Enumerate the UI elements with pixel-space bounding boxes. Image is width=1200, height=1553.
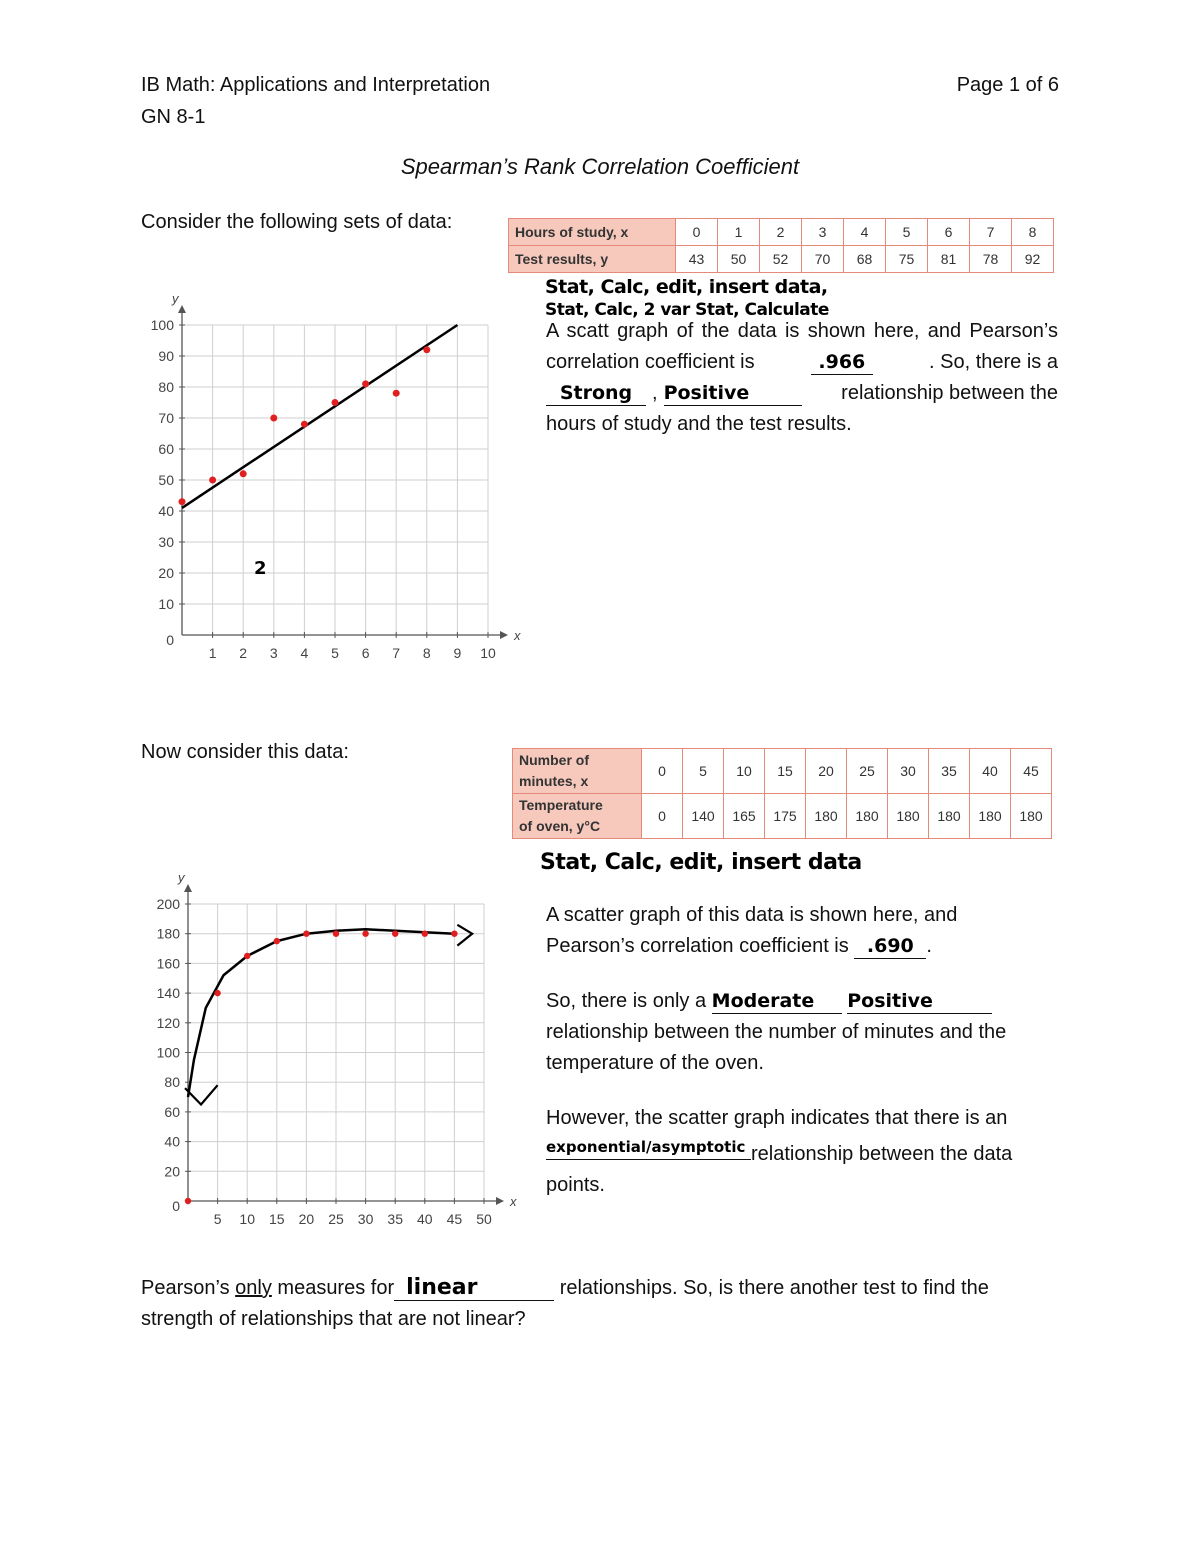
paragraph-line: [546, 986, 1061, 1017]
data-point: [451, 931, 457, 937]
x-tick-label: 35: [387, 1211, 403, 1227]
y-tick-label: 70: [158, 410, 174, 426]
table-cell: 3: [802, 219, 844, 246]
data-point: [209, 477, 216, 484]
answer-blank: [712, 989, 842, 1014]
table-cell: 5: [683, 749, 724, 794]
data-point: [214, 990, 220, 996]
table-cell: 180: [847, 794, 888, 839]
table-cell: 8: [1012, 219, 1054, 246]
table-row-label: Hours of study, x: [509, 219, 676, 246]
paragraph-line: [546, 931, 1061, 962]
x-tick-label: 7: [392, 645, 401, 661]
handwritten-note: Stat, Calc, edit, insert data,: [545, 276, 828, 298]
y-tick-label: 160: [156, 955, 180, 972]
data-point: [274, 938, 280, 944]
paragraph-text: Pearson’s: [141, 1277, 230, 1299]
paragraph-text: .: [926, 935, 932, 957]
handwritten-answer: Positive: [847, 990, 933, 1012]
y-tick-label: 100: [156, 1044, 180, 1061]
x-tick-label: 30: [357, 1211, 374, 1227]
paragraph-text: relationship between the data: [751, 1143, 1013, 1165]
oven-data-table: [512, 748, 1052, 839]
y-tick-label: 90: [158, 348, 174, 364]
paragraph-text: Pearson’s correlation coefficient is: [546, 935, 849, 957]
table-cell: 180: [1011, 794, 1052, 839]
table-cell: 5: [886, 219, 928, 246]
x-tick-label: 15: [269, 1211, 285, 1227]
label-line: Temperature: [519, 797, 603, 813]
x-tick-label: 8: [422, 645, 431, 661]
paragraph-text: . So, there is a: [929, 351, 1058, 373]
y-tick-label: 120: [156, 1014, 180, 1031]
course-title: IB Math: Applications and Interpretation: [141, 74, 491, 96]
table-cell: 78: [970, 246, 1012, 273]
handwritten-note: Stat, Calc, edit, insert data: [540, 850, 862, 875]
table-cell: 2: [760, 219, 802, 246]
paragraph-text: So, there is only a: [546, 990, 707, 1012]
table-cell: 43: [676, 246, 718, 273]
data-point: [244, 953, 250, 959]
table-cell: 175: [765, 794, 806, 839]
table-cell: 6: [928, 219, 970, 246]
y-tick-label: 10: [158, 596, 174, 612]
handwritten-mark: 2: [254, 558, 267, 579]
data-point: [393, 390, 400, 397]
handwritten-answer: Moderate: [711, 990, 815, 1012]
handwritten-answer: linear: [406, 1275, 478, 1300]
table-cell: 0: [676, 219, 718, 246]
x-tick-label: 20: [298, 1211, 315, 1227]
table-cell: 35: [929, 749, 970, 794]
table-cell: 20: [806, 749, 847, 794]
table-row-label: [513, 749, 642, 794]
table-cell: 180: [806, 794, 847, 839]
data-point: [240, 470, 247, 477]
paragraph-text: measures for: [277, 1277, 395, 1299]
oven-scatter-chart: [140, 872, 520, 1242]
paragraph-text: ,: [652, 382, 658, 404]
y-axis-arrow: [184, 884, 192, 892]
paragraph-line: [546, 378, 1058, 409]
table-cell: 180: [888, 794, 929, 839]
answer-blank: [847, 989, 992, 1014]
x-tick-label: 5: [213, 1211, 222, 1227]
curve-arrowhead: [457, 925, 472, 946]
y-tick-label: 40: [164, 1133, 180, 1150]
y-axis-arrow: [178, 305, 186, 313]
section2-paragraph: [546, 900, 1061, 1201]
table-cell: 50: [718, 246, 760, 273]
y-tick-label: 140: [156, 985, 180, 1002]
page-number: Page 1 of 6: [956, 74, 1059, 96]
table-cell: 81: [928, 246, 970, 273]
handwritten-answer: .690: [866, 935, 914, 957]
y-tick-label: 200: [156, 896, 180, 912]
table-cell: 30: [888, 749, 929, 794]
paragraph-line: hours of study and the test results.: [546, 413, 852, 435]
table-cell: 75: [886, 246, 928, 273]
y-tick-label: 100: [150, 317, 174, 333]
paragraph-line: [546, 347, 1058, 378]
footer-paragraph: [141, 1273, 1061, 1335]
handwritten-answer: exponential/asymptotic: [546, 1138, 746, 1156]
answer-blank: [394, 1276, 554, 1301]
x-tick-label: 4: [300, 645, 309, 661]
handwritten-answer: .966: [818, 351, 866, 373]
y-axis-label: y: [178, 872, 185, 885]
y-axis-label: y: [172, 295, 179, 306]
table-cell: 15: [765, 749, 806, 794]
table-cell: 25: [847, 749, 888, 794]
table-cell: 45: [1011, 749, 1052, 794]
x-tick-label: 5: [331, 645, 339, 661]
answer-blank: [546, 1134, 751, 1160]
table-cell: 140: [683, 794, 724, 839]
data-point: [362, 931, 368, 937]
answer-blank: [811, 350, 873, 375]
table-row-label: Test results, y: [509, 246, 676, 273]
x-tick-label: 10: [239, 1211, 255, 1227]
table-cell: 68: [844, 246, 886, 273]
study-data-table: [508, 218, 1054, 273]
paragraph-line: temperature of the oven.: [546, 1052, 764, 1074]
handwritten-answer: Positive: [663, 382, 750, 404]
answer-blank: [664, 381, 802, 406]
data-point: [185, 1198, 191, 1204]
table-cell: 4: [844, 219, 886, 246]
data-point: [423, 346, 430, 353]
section2-intro: Now consider this data:: [141, 741, 349, 763]
x-tick-label: 10: [480, 645, 496, 661]
x-tick-label: 50: [476, 1211, 492, 1227]
table-cell: 70: [802, 246, 844, 273]
y-tick-label: 30: [158, 534, 174, 550]
table-cell: 1: [718, 219, 760, 246]
section1-intro: Consider the following sets of data:: [141, 211, 453, 233]
table-cell: 180: [970, 794, 1011, 839]
hand-drawn-curve: [188, 929, 454, 1097]
data-point: [333, 931, 339, 937]
x-tick-label: 45: [446, 1211, 463, 1227]
paragraph-text: relationship between the: [841, 382, 1058, 404]
data-point: [303, 931, 309, 937]
data-point: [362, 380, 369, 387]
y-tick-label: 60: [158, 441, 174, 457]
label-line: of oven, y°C: [519, 818, 601, 834]
data-point: [392, 931, 398, 937]
x-axis-label: x: [510, 1194, 517, 1209]
y-tick-label: 20: [164, 1163, 180, 1180]
paragraph-text: relationships. So, is there another test to find the: [559, 1277, 989, 1299]
x-tick-label: 1: [208, 645, 217, 661]
emphasis-text: only: [235, 1277, 272, 1299]
label-line: minutes, x: [519, 773, 589, 789]
data-point: [301, 421, 308, 428]
handwritten-answer: Strong: [559, 382, 633, 404]
x-tick-label: 9: [453, 645, 462, 661]
paragraph-line: points.: [546, 1174, 605, 1196]
paragraph-line: [141, 1273, 1061, 1304]
table-cell: 0: [642, 794, 683, 839]
x-axis-arrow: [496, 1197, 504, 1205]
origin-label: 0: [172, 1198, 180, 1214]
answer-blank: [546, 381, 646, 406]
label-line: Number of: [519, 752, 589, 768]
y-tick-label: 20: [158, 565, 174, 581]
paragraph-text: correlation coefficient is: [546, 351, 755, 373]
paragraph-line: strength of relationships that are not linear?: [141, 1308, 526, 1330]
table-row-label: [513, 794, 642, 839]
handwritten-note: Stat, Calc, 2 var Stat, Calculate: [545, 300, 829, 320]
paragraph-line: However, the scatter graph indicates that there is an: [546, 1107, 1008, 1129]
origin-label: 0: [166, 632, 174, 648]
paragraph-line: relationship between the number of minutes and the: [546, 1021, 1007, 1043]
table-cell: 92: [1012, 246, 1054, 273]
table-cell: 180: [929, 794, 970, 839]
paragraph-line: A scatter graph of this data is shown here, and: [546, 904, 958, 926]
y-tick-label: 80: [158, 379, 174, 395]
x-axis-label: x: [514, 628, 521, 643]
paragraph-line: A scatt graph of the data is shown here, and Pearson’s: [546, 320, 1058, 342]
table-cell: 165: [724, 794, 765, 839]
y-tick-label: 60: [164, 1103, 180, 1120]
table-cell: 7: [970, 219, 1012, 246]
page-title: Spearman’s Rank Correlation Coefficient: [400, 154, 800, 179]
data-point: [179, 498, 186, 505]
x-tick-label: 2: [239, 645, 248, 661]
y-tick-label: 50: [158, 472, 174, 488]
document-code: GN 8-1: [141, 106, 206, 128]
answer-blank: [854, 934, 926, 959]
table-cell: 52: [760, 246, 802, 273]
x-tick-label: 6: [361, 645, 370, 661]
x-axis-arrow: [500, 631, 508, 639]
data-point: [332, 399, 339, 406]
x-tick-label: 3: [269, 645, 278, 661]
paragraph-line: [546, 1134, 1061, 1170]
data-point: [422, 931, 428, 937]
section1-paragraph: [546, 316, 1058, 440]
y-tick-label: 40: [158, 503, 174, 519]
x-tick-label: 40: [417, 1211, 433, 1227]
y-tick-label: 180: [156, 925, 180, 942]
study-scatter-chart: [130, 295, 530, 675]
table-cell: 0: [642, 749, 683, 794]
table-cell: 10: [724, 749, 765, 794]
y-tick-label: 80: [164, 1074, 180, 1091]
x-tick-label: 25: [328, 1211, 344, 1227]
data-point: [270, 415, 277, 422]
table-cell: 40: [970, 749, 1011, 794]
